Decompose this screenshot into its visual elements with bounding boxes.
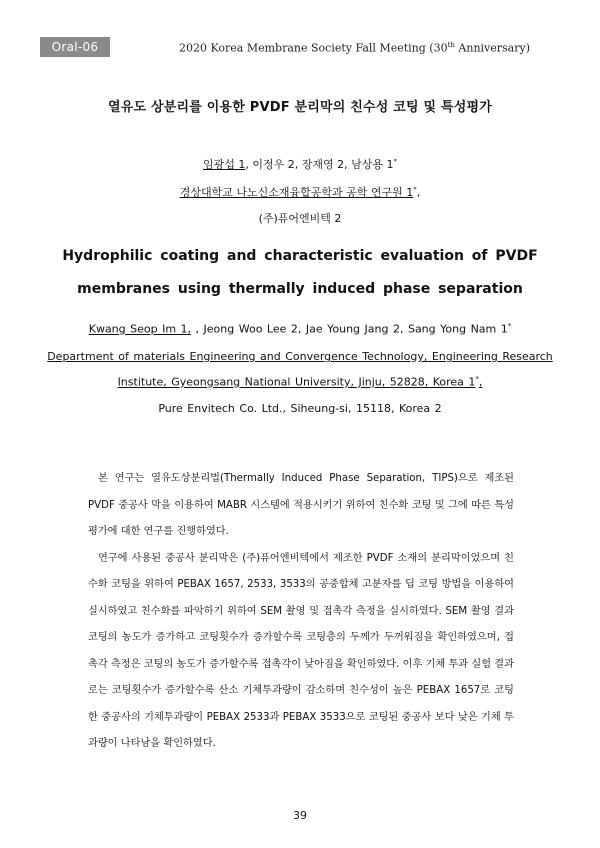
abstract-body bbox=[88, 466, 514, 758]
conference-header bbox=[179, 41, 530, 55]
korean-authors bbox=[0, 156, 600, 172]
korean-title: 열유도 상분리를 이용한 PVDF 분리막의 친수성 코팅 및 특성평가 bbox=[107, 100, 493, 115]
english-affiliation-1-line-2-text: Institute, Gyeongsang National University, Jinju, 52828, Korea 1 bbox=[117, 375, 476, 389]
english-affiliation-1-line-1: Department of materials Engineering and Convergence Technology, Engineering Research bbox=[47, 350, 553, 363]
korean-affiliation-1 bbox=[0, 184, 600, 200]
korean-other-authors: , 이정우 2, 장재영 2, 남상용 1 bbox=[245, 158, 394, 171]
abstract-paragraph-2: 연구에 사용된 중공사 분리막은 (주)퓨어엔비텍에서 제조한 PVDF 소재의 분리막이었으며 친수화 코팅을 위하여 PEBAX 1657, 2533, 3533의 공중합체 고분자를 딥 코팅 방법을 이용하여 실시하였고 친수화를 파악하기 위하여 SEM 촬영 및 접촉각 측정을 실시하였다. SEM 촬영 결과 코팅의 농도가 증가하고 코팅횟수가 증가할수록 코팅층의 두께가 두꺼워짐을 확인하였으며, 접촉각 측정은 코팅의 농도가 증가할수록 접촉각이 낮아짐을 확인하였다. 이후 기체 투과 실험 결과로는 코팅횟수가 증가할수록 산소 기체투과량이 감소하며 친수성이 높은 PEBAX 1657로 코팅한 중공사의 기체투과량이 PEBAX 2533과 PEBAX 3533으로 코팅된 중공사 보다 낮은 기체 투과량이 나타남을 확인하였다. bbox=[88, 552, 514, 749]
korean-affiliation-1-end: , bbox=[416, 186, 421, 199]
korean-affiliation-1-mark: * bbox=[413, 185, 417, 194]
english-first-author: Kwang Seop Im 1, bbox=[88, 322, 192, 336]
english-other-authors: , Jeong Woo Lee 2, Jae Young Jang 2, Sang Yong Nam 1 bbox=[191, 322, 508, 336]
conference-ordinal-suffix: th bbox=[447, 41, 455, 49]
page-number: 39 bbox=[293, 809, 307, 822]
english-affiliation-1-line-2 bbox=[0, 375, 600, 389]
conference-name: 2020 Korea Membrane Society Fall Meeting (30 bbox=[178, 41, 448, 55]
korean-first-author: 임광섭 1 bbox=[203, 158, 246, 171]
english-title-line-2: membranes using thermally induced phase separation bbox=[77, 281, 523, 297]
english-authors bbox=[0, 322, 600, 336]
abstract-paragraph-1: 본 연구는 열유도상분리법(Thermally Induced Phase Separation, TIPS)으로 제조된 PVDF 중공사 막을 이용하여 MABR 시스템에 적용시키기 위하여 친수화 코팅 및 그에 따른 특성 평가에 대한 연구를 진행하였다. bbox=[88, 473, 514, 537]
english-affiliation-1-mark: * bbox=[475, 375, 479, 383]
english-corresponding-mark: * bbox=[507, 322, 512, 330]
english-title-line-1: Hydrophilic coating and characteristic evaluation of PVDF bbox=[62, 248, 538, 264]
conference-name-end: Anniversary) bbox=[454, 41, 530, 55]
korean-affiliation-1-text: 경상대학교 나노신소재융합공학과 공학 연구원 1 bbox=[179, 186, 414, 199]
korean-corresponding-mark: * bbox=[393, 157, 397, 166]
session-badge: Oral-06 bbox=[40, 37, 110, 57]
korean-affiliation-2: (주)퓨어엔비텍 2 bbox=[258, 212, 342, 225]
english-affiliation-1-end: , bbox=[478, 375, 483, 389]
english-affiliation-2: Pure Envitech Co. Ltd., Siheung-si, 15118, Korea 2 bbox=[158, 402, 442, 415]
